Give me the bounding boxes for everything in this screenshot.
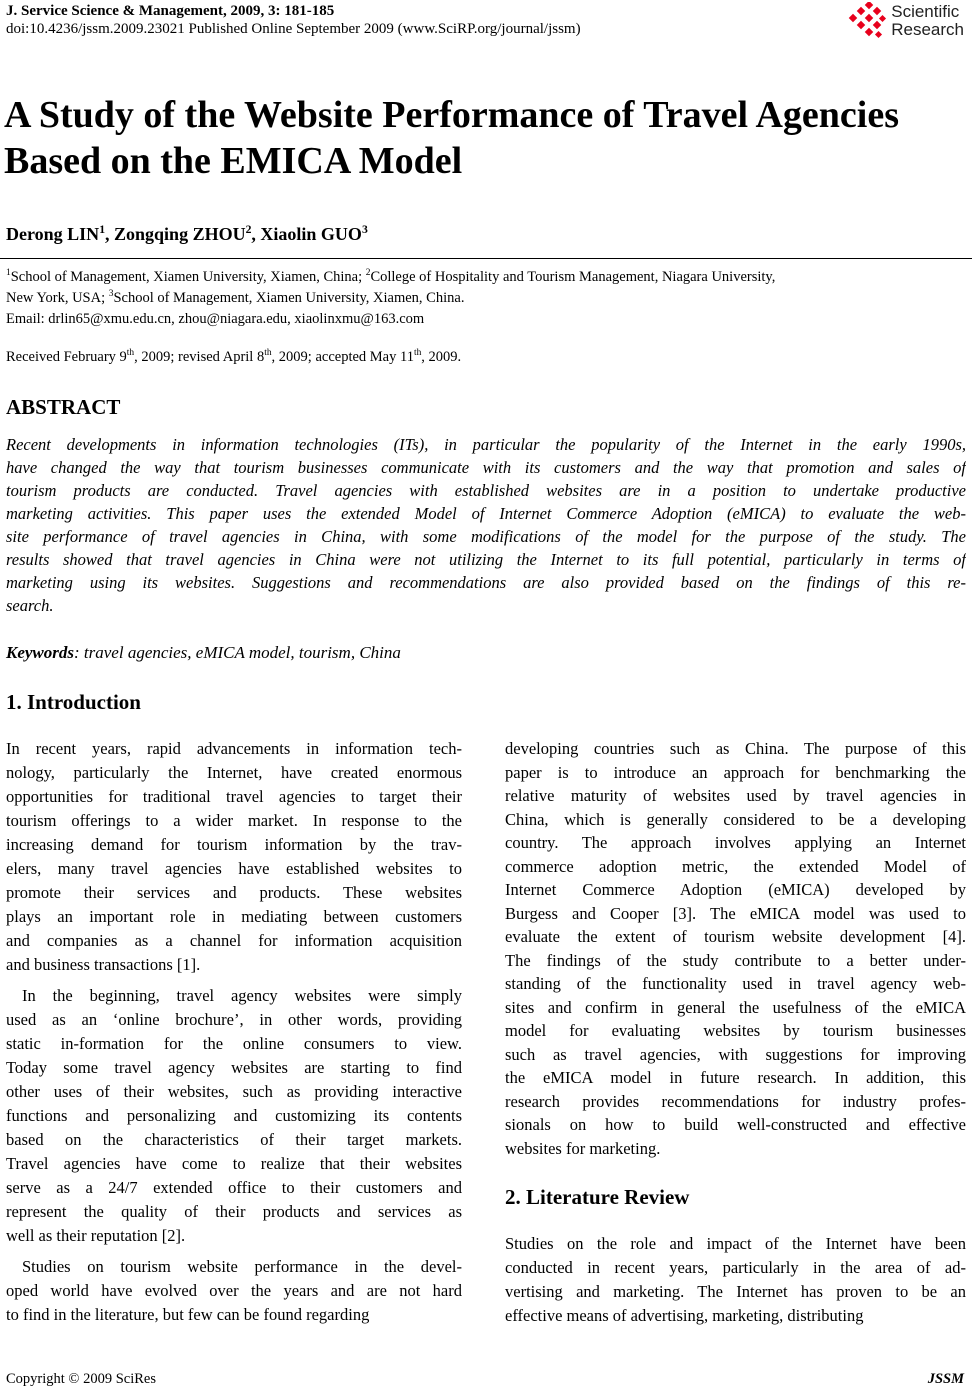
affiliation: School of Management, Xiamen University, Xiamen, China; [10,269,366,285]
text-line: China, which is generally considered to be a developing [505,809,966,829]
text-line: marketing activities. This paper uses the extended Model of Internet Commerce Adoption (eMICA) to evaluate the web- [6,504,966,523]
text-line: promote their services and products. These websites [6,883,462,902]
paper-title [4,92,969,184]
affiliation: School of Management, Xiamen University, Xiamen, China. [113,290,465,306]
text-line: websites for marketing. [505,1138,661,1158]
text-line: and companies as a channel for information acquisition [6,931,462,950]
text-line: Today some travel agency websites are starting to find [6,1058,462,1077]
text-line: results showed that travel agencies in China were not utilizing the Internet to its full potential, particularly in terms of [6,550,966,569]
text-line: paper is to introduce an approach for benchmarking the [505,762,966,782]
text-line: plays an important role in mediating between customers [6,907,462,926]
received-dates: Received February 9th, 2009; revised April 8th, 2009; accepted May 11th, 2009. [6,348,462,365]
text-line: Recent developments in information technologies (ITs), in particular the popularity of the Internet in the early 1990s, [6,435,966,454]
email-line: Email: drlin65@xmu.edu.cn, zhou@niagara.edu, xiaolinxmu@163.com [6,311,425,327]
text-line: Studies on tourism website performance in the devel- [22,1257,462,1276]
paragraph [6,1255,462,1327]
text-line: used as an ‘online brochure’, in other words, providing [6,1010,462,1029]
journal-name: J. Service Science & Management [6,3,224,19]
text-line: oped world have evolved over the years and are not hard [6,1281,462,1300]
text-line: Travel agencies have come to realize that their websites [6,1154,462,1173]
author-name: Xiaolin GUO [260,224,362,244]
abstract-heading: ABSTRACT [6,395,121,419]
keywords-list: : travel agencies, eMICA model, tourism, China [74,643,401,662]
publisher-logo [846,2,964,40]
text-line: represent the quality of their products and services as [6,1202,462,1221]
text-line: search. [6,596,54,615]
journal-citation [6,3,334,20]
author-name: Derong LIN [6,224,100,244]
text-line: well as their reputation [2]. [6,1226,186,1245]
paragraph [6,737,462,977]
title-line: A Study of the Website Performance of Travel Agencies [4,94,899,136]
text-line: such as travel agencies, with suggestions for improving [505,1044,966,1064]
aff-sup: 1 [6,268,11,279]
text-line: sionals on how to build well-constructed and effective [505,1115,966,1134]
text-line: effective means of advertising, marketing, distributing [505,1306,864,1325]
divider [0,258,972,259]
author-name: Zongqing ZHOU [114,224,246,244]
paragraph [6,433,966,617]
text-line: functions and personalizing and customizing its contents [6,1106,462,1125]
journal-volume: , 2009, 3: 181-185 [223,3,335,19]
author-sup: 2 [245,223,252,236]
text-line: site performance of travel agencies in China, with some modifications of the model for the purpose of the study. The [6,527,966,546]
text-line: nology, particularly the Internet, have created enormous [6,763,462,782]
text-line: have changed the way that tourism businesses communicate with its customers and the way that promotion and sales of [6,458,966,477]
text-line: other uses of their websites, such as providing interactive [6,1082,462,1101]
text-line: commerce adoption metric, the extended Model of [505,856,966,876]
affiliation: College of Hospitality and Tourism Management, Niagara University, [370,269,776,285]
text-line: serve as a 24/7 extended office to their customers and [6,1178,462,1197]
text-line: In recent years, rapid advancements in information tech- [6,739,462,758]
text-line: Studies on the role and impact of the Internet have been [505,1234,966,1253]
text-line: the eMICA model in future research. In addition, this [505,1068,966,1087]
paragraph [6,984,462,1248]
text-line: to find in the literature, but few can be found regarding [6,1305,370,1324]
text-line: country. The approach involves applying an Internet [505,833,966,852]
text-line: sites and confirm in general the usefulness of the eMICA [505,997,966,1017]
affiliation: New York, USA; [6,290,109,306]
abstract-body [6,433,966,624]
journal-abbr: JSSM [927,1371,964,1387]
aff-sup: 2 [365,268,371,279]
text-line: evaluate the extent of tourism website development [4]. [505,927,966,946]
doi-line: doi:10.4236/jssm.2009.23021 Published Online September 2009 (www.SciRP.org/journal/jssm) [6,21,581,37]
text-line: relative maturity of websites used by travel agencies in [505,786,966,805]
text-line: based on the characteristics of their target markets. [6,1130,462,1149]
text-line: standing of the functionality used in travel agency web- [505,974,966,993]
aff-sup: 3 [108,289,114,300]
text-line: Burgess and Cooper [3]. The eMICA model was used to [505,903,966,923]
text-line: conducted in recent years, particularly in the area of ad- [505,1258,966,1277]
copyright: Copyright © 2009 SciRes [6,1371,156,1387]
author-sup: 3 [361,223,368,236]
keywords-label: Keywords [6,643,74,662]
text-line: In the beginning, travel agency websites were simply [22,986,462,1005]
text-line: tourism offerings to a wider market. In response to the [6,811,462,830]
text-line: increasing demand for tourism information by the trav- [6,835,462,854]
text-line: and business transactions [1]. [6,955,201,974]
text-line: tourism products are conducted. Travel agencies with established websites are in a position to undertake productive [6,481,966,500]
right-column-lower [505,1232,966,1335]
logo-text-2: Research [891,20,964,39]
title-line: Based on the EMICA Model [4,140,463,182]
text-line: vertising and marketing. The Internet has proven to be an [505,1282,966,1301]
paragraph [505,1232,966,1328]
text-line: developing countries such as China. The purpose of this [505,739,966,758]
text-line: opportunities for traditional travel agencies to target their [6,787,462,806]
text-line: Internet Commerce Adoption (eMICA) developed by [505,880,966,899]
diamond-logo-icon [846,2,888,40]
section-heading-introduction: 1. Introduction [6,690,141,714]
section-heading-literature-review: 2. Literature Review [505,1185,690,1209]
text-line: research provides recommendations for industry profes- [505,1091,966,1111]
keywords [6,643,401,663]
text-line: The findings of the study contribute to a better under- [505,950,966,970]
left-column [6,737,462,1334]
author-sup: 1 [99,223,106,236]
text-line: marketing using its websites. Suggestions and recommendations are also provided based on the findings of this re- [6,573,966,592]
text-line: static in-formation for the online consumers to view. [6,1034,462,1053]
right-column [505,737,966,1167]
affiliations [6,267,971,330]
author-list: Derong LIN$^1$, Zongqing ZHOU$^2$, Xiaolin GUO$^3$ [6,223,368,244]
logo-text-1: Scientific [891,2,960,21]
paragraph [505,737,966,1160]
text-line: elers, many travel agencies have established websites to [6,859,462,878]
text-line: model for evaluating websites by tourism businesses [505,1021,966,1040]
